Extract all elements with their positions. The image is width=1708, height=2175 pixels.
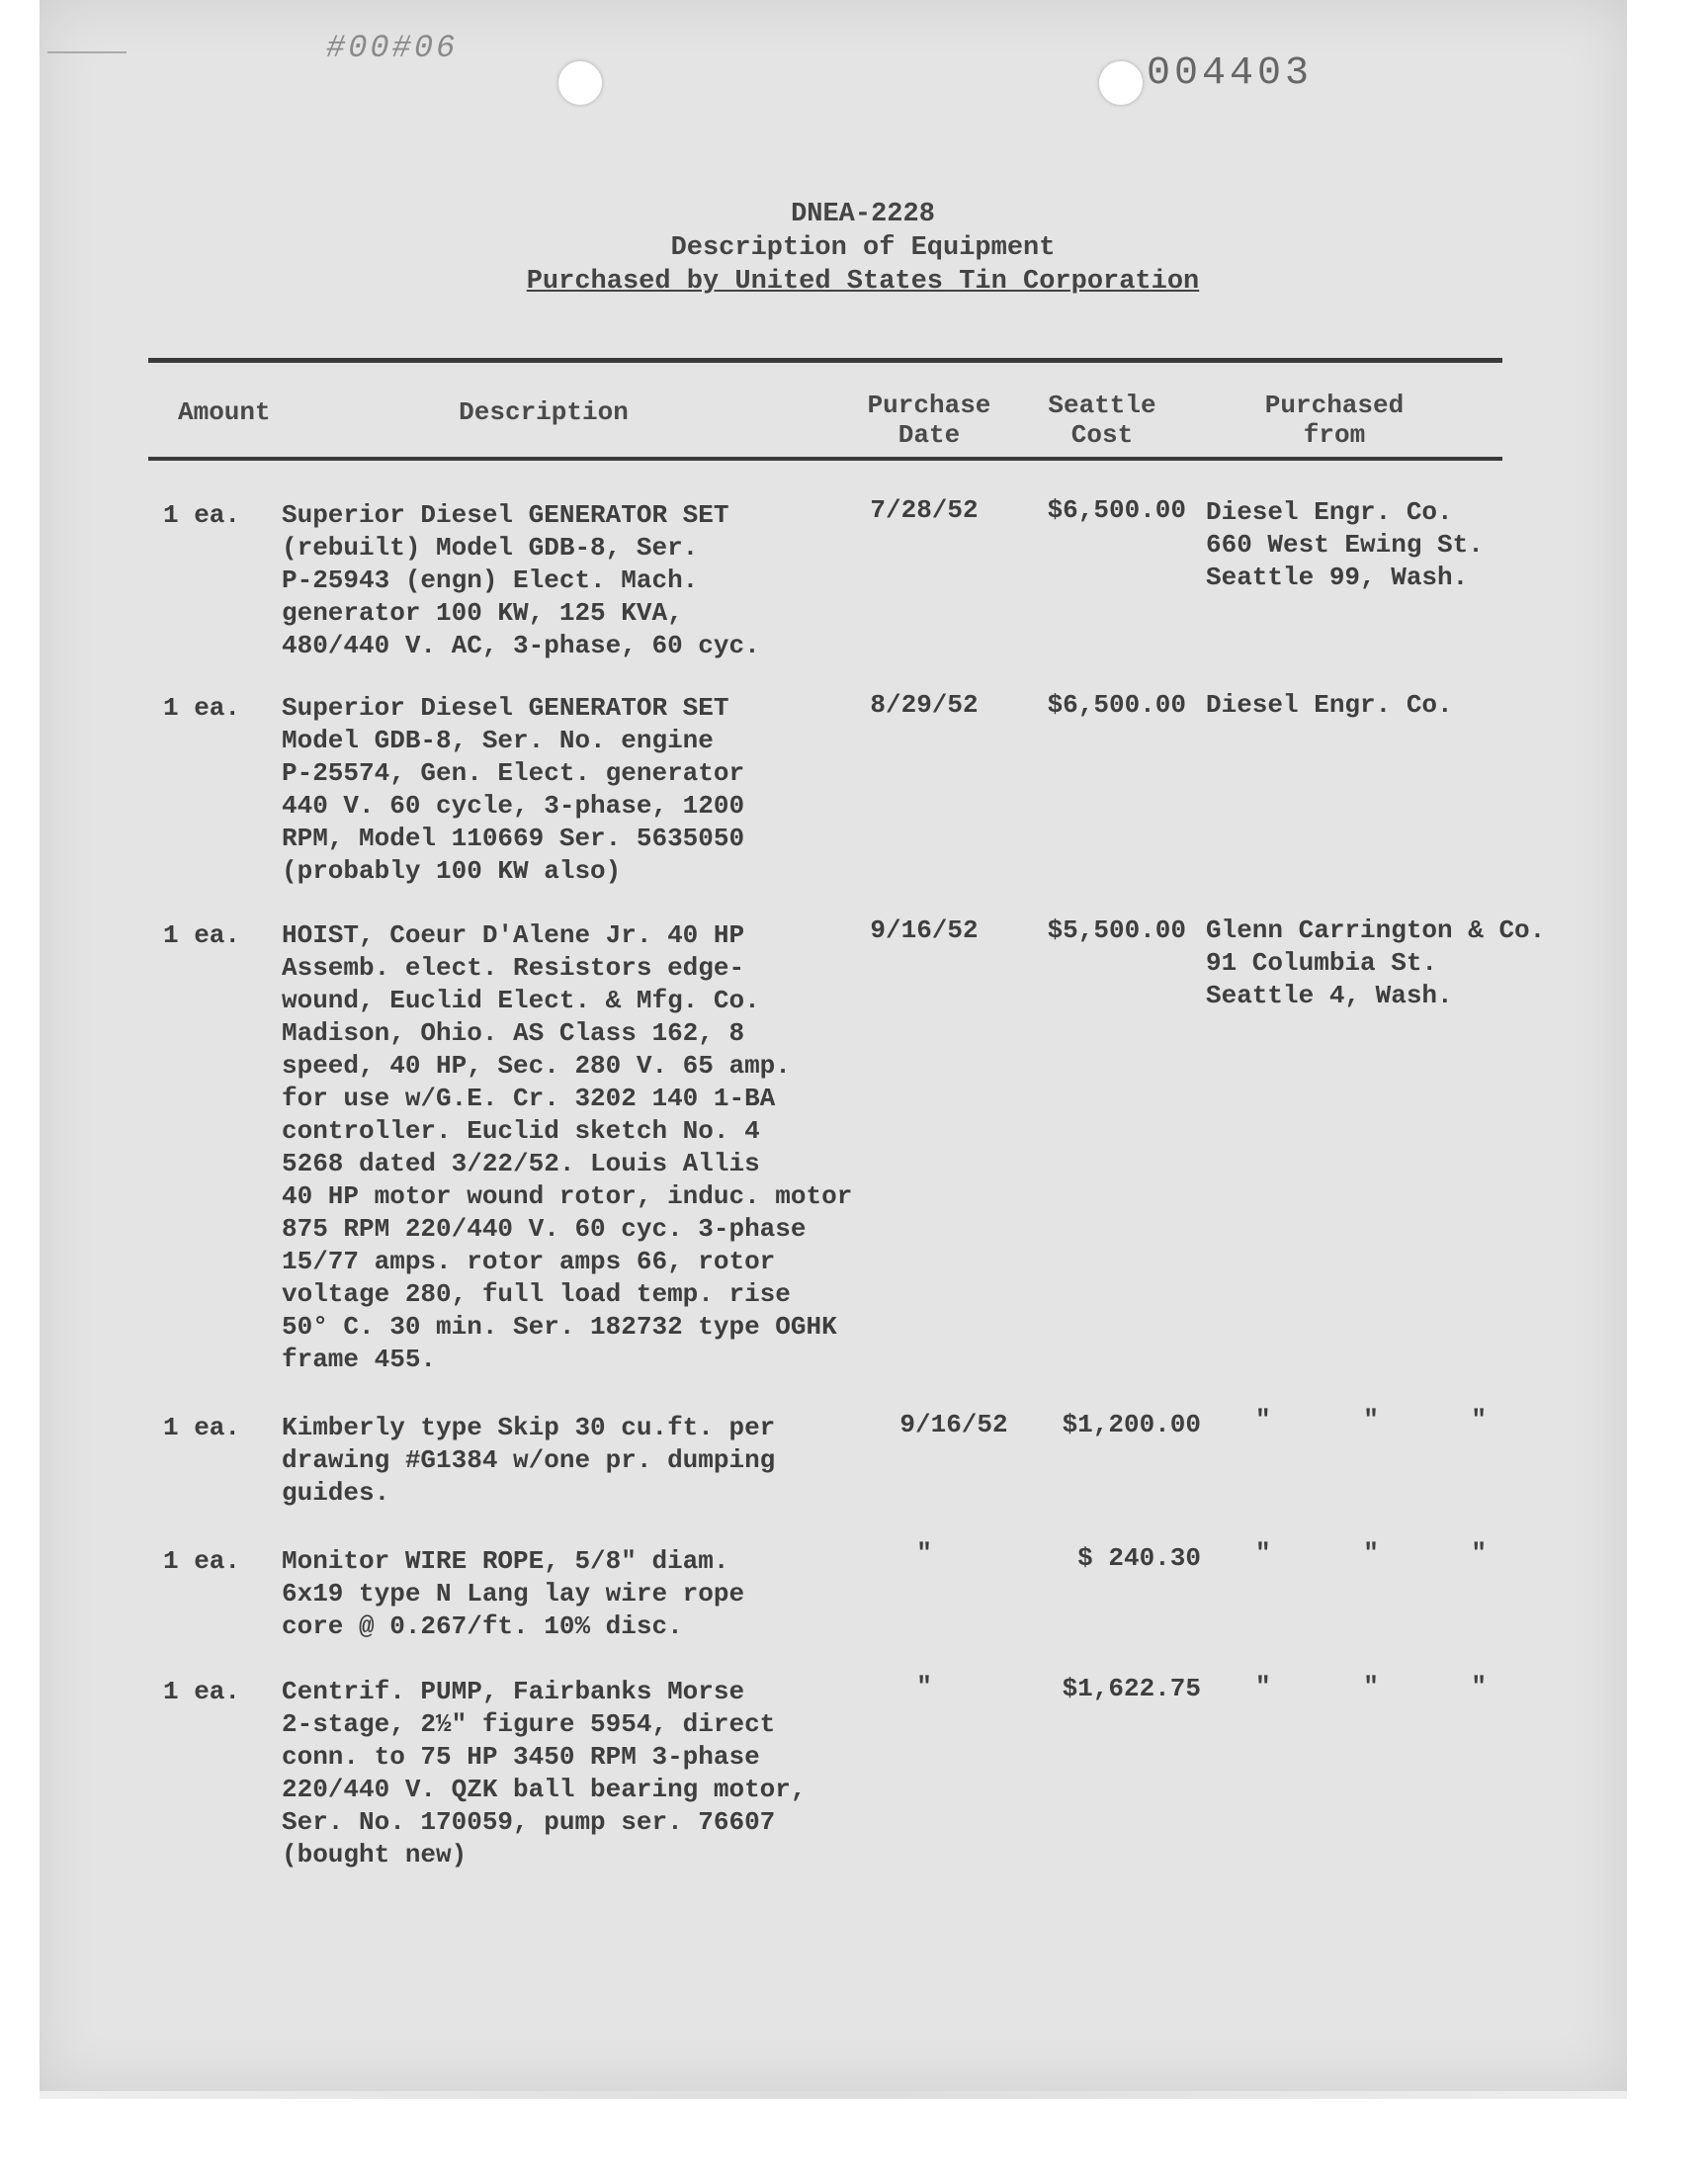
title-block: [0, 198, 1708, 299]
doc-title: Description of Equipment: [670, 233, 1056, 263]
row-2-cost: $6,500.00: [1047, 690, 1186, 720]
row-4-purchased-from-ditto: " " ": [1255, 1405, 1488, 1435]
row-6-purchase-date-ditto: ": [916, 1672, 932, 1701]
col-header-purchase-date: Purchase Date: [867, 391, 991, 450]
row-1-cost: $6,500.00: [1047, 495, 1186, 525]
row-5-purchased-from-ditto: " " ": [1255, 1538, 1488, 1568]
doc-subtitle: Purchased by United States Tin Corporation: [526, 267, 1200, 297]
col-header-purchased-from: Purchased from: [1264, 391, 1405, 450]
row-6-amount: 1 ea.: [163, 1677, 241, 1706]
table-top-rule: [148, 358, 1502, 363]
row-1-purchase-date: 7/28/52: [870, 495, 979, 525]
row-3-description: HOIST, Coeur D'Alene Jr. 40 HP Assemb. elect. Resistors edge- wound, Euclid Elect. & Mfg. Co. Madison, Ohio. AS Class 162, 8 speed, 40 HP, Sec. 280 V. 65 amp. for use w/G.E. Cr. 3202 140 1-BA controller. Euclid sketch No. 4 5268 dated 3/22/52. Louis Allis 40 HP motor wound rotor, induc. motor 875 RPM 220/440 V. 60 cyc. 3-phase 15/77 amps. rotor amps 66, rotor voltage 280, full load temp. rise 50° C. 30 min. Ser. 182732 type OGHK frame 455.: [282, 920, 853, 1374]
table-header-rule: [148, 457, 1502, 461]
pen-mark: [47, 51, 127, 53]
stamp-number-right: 004403: [1147, 51, 1314, 96]
stamp-number-left: #00#06: [326, 30, 459, 66]
row-2-amount: 1 ea.: [163, 693, 241, 723]
row-2-description: Superior Diesel GENERATOR SET Model GDB-8, Ser. No. engine P-25574, Gen. Elect. generator 440 V. 60 cycle, 3-phase, 1200 RPM, Model 110669 Ser. 5635050 (probably 100 KW also): [282, 693, 745, 886]
row-5-cost: $ 240.30: [1077, 1543, 1201, 1573]
row-3-amount: 1 ea.: [163, 920, 241, 950]
row-6-cost: $1,622.75: [1062, 1674, 1201, 1703]
scan-edge: [40, 2091, 1627, 2099]
punch-hole-left: [558, 61, 602, 105]
row-6-purchased-from-ditto: " " ": [1255, 1672, 1488, 1701]
row-6-description: Centrif. PUMP, Fairbanks Morse 2-stage, 2½" figure 5954, direct conn. to 75 HP 3450 RPM 3-phase 220/440 V. QZK ball bearing motor, Ser. No. 170059, pump ser. 76607 (bought new): [282, 1677, 807, 1870]
punch-hole-right: [1099, 61, 1143, 105]
row-5-amount: 1 ea.: [163, 1546, 241, 1576]
row-3-purchased-from: Glenn Carrington & Co. 91 Columbia St. Seattle 4, Wash.: [1206, 915, 1546, 1010]
row-4-cost: $1,200.00: [1062, 1410, 1201, 1439]
row-4-amount: 1 ea.: [163, 1413, 241, 1442]
col-header-amount: Amount: [178, 397, 271, 427]
row-1-description: Superior Diesel GENERATOR SET (rebuilt) Model GDB-8, Ser. P-25943 (engn) Elect. Mach. generator 100 KW, 125 KVA, 480/440 V. AC, 3-phase, 60 cyc.: [282, 500, 760, 660]
doc-id: DNEA-2228: [791, 200, 935, 229]
row-2-purchase-date: 8/29/52: [870, 690, 979, 720]
col-header-seattle-cost: Seattle Cost: [1048, 391, 1156, 450]
row-4-description: Kimberly type Skip 30 cu.ft. per drawing #G1384 w/one pr. dumping guides.: [282, 1413, 776, 1508]
row-1-amount: 1 ea.: [163, 500, 241, 530]
row-2-purchased-from: Diesel Engr. Co.: [1206, 690, 1453, 720]
row-3-cost: $5,500.00: [1047, 915, 1186, 945]
row-5-purchase-date-ditto: ": [916, 1538, 932, 1568]
row-1-purchased-from: Diesel Engr. Co. 660 West Ewing St. Seattle 99, Wash.: [1206, 497, 1484, 592]
row-4-purchase-date: 9/16/52: [899, 1410, 1008, 1439]
row-3-purchase-date: 9/16/52: [870, 915, 979, 945]
col-header-description: Description: [459, 397, 629, 427]
row-5-description: Monitor WIRE ROPE, 5/8" diam. 6x19 type N Lang lay wire rope core @ 0.267/ft. 10% disc.: [282, 1546, 745, 1641]
